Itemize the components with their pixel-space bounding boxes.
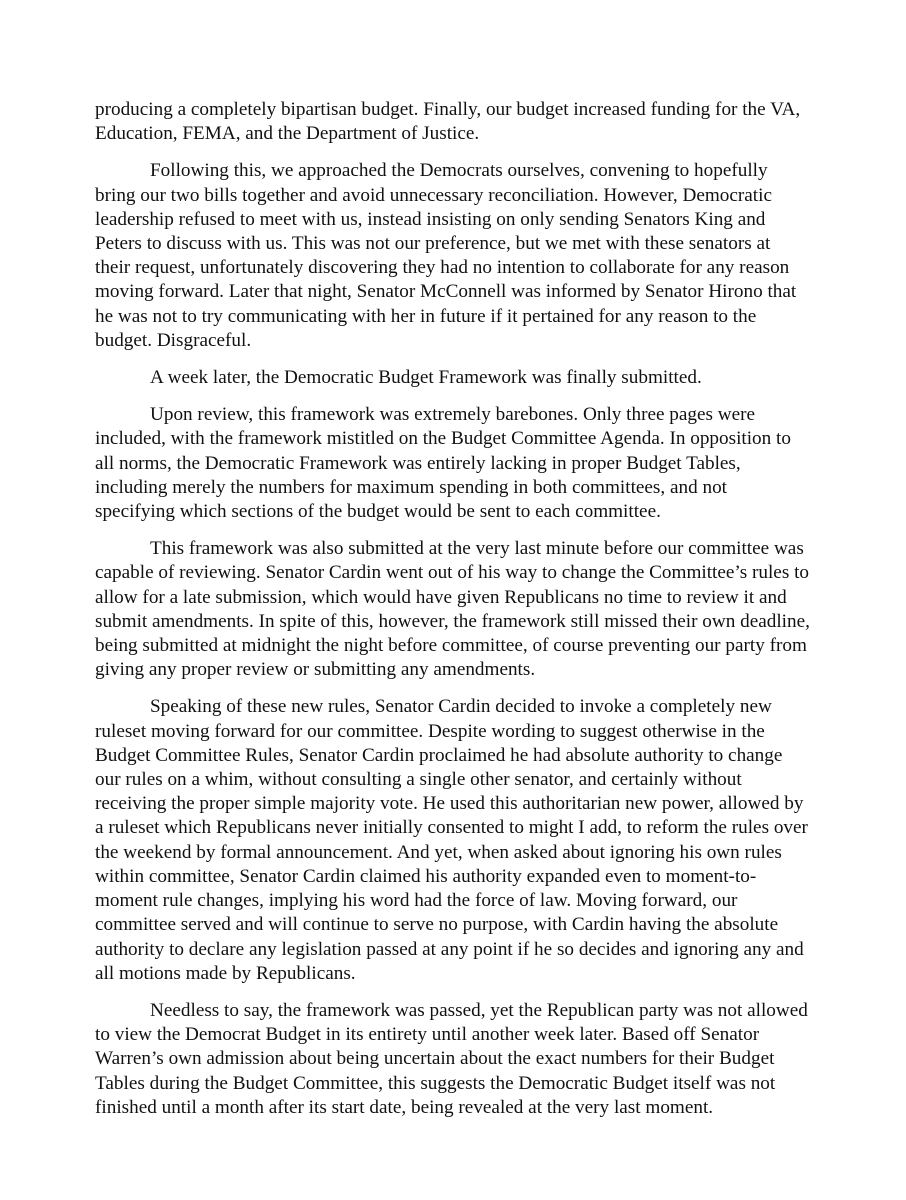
document-body [95, 98, 810, 1133]
paragraph-continuation: producing a completely bipartisan budget. Finally, our budget increased funding for the VA, Education, FEMA, and the Department of Justice. [95, 99, 801, 145]
paragraph-framework-passed: Needless to say, the framework was passed, yet the Republican party was not allowed to view the Democrat Budget in its entirety until another week later. Based off Senator Warren’s own admission about being uncertain about the exact numbers for their Budget Tables during the Budget Committee, this suggests the Democratic Budget itself was not finished until a month after its start date, being revealed at the very last moment. [95, 999, 808, 1118]
paragraph-reconciliation-meeting: Following this, we approached the Democrats ourselves, convening to hopefully bring our two bills together and avoid unnecessary reconciliation. However, Democratic leadership refused to meet with us, instead insisting on only sending Senators King and Peters to discuss with us. This was not our preference, but we met with these senators at their request, unfortunately discovering they had no intention to collaborate for any reason moving forward. Later that night, Senator McConnell was informed by Senator Hirono that he was not to try communicating with her in future if it pertained for any reason to the budget. Disgraceful. [95, 160, 797, 351]
paragraph-new-rules: Speaking of these new rules, Senator Cardin decided to invoke a completely new ruleset moving forward for our committee. Despite wording to suggest otherwise in the Budget Committee Rules, Senator Cardin proclaimed he had absolute authority to change our rules on a whim, without consulting a single other senator, and certainly without receiving the proper simple majority vote. He used this authoritarian new power, allowed by a ruleset which Republicans never initially consented to might I add, to reform the rules over the weekend by formal announcement. And yet, when asked about ignoring his own rules within committee, Senator Cardin claimed his authority expanded even to moment-to-moment rule changes, implying his word had the force of law. Moving forward, our committee served and will continue to serve no purpose, with Cardin having the absolute authority to declare any legislation passed at any point if he so decides and ignoring any and all motions made by Republicans. [95, 696, 808, 984]
paragraph-framework-submitted: A week later, the Democratic Budget Framework was finally submitted. [150, 367, 702, 389]
paragraph-late-submission: This framework was also submitted at the very last minute before our committee was capable of reviewing. Senator Cardin went out of his way to change the Committee’s rules to allow for a late submission, which would have given Republicans no time to review it and submit amendments. In spite of this, however, the framework still missed their own deadline, being submitted at midnight the night before committee, of course preventing our party from giving any proper review or submitting any amendments. [95, 538, 810, 681]
paragraph-framework-review: Upon review, this framework was extremely barebones. Only three pages were included, with the framework mistitled on the Budget Committee Agenda. In opposition to all norms, the Democratic Framework was entirely lacking in proper Budget Tables, including merely the numbers for maximum spending in both committees, and not specifying which sections of the budget would be sent to each committee. [95, 404, 791, 523]
